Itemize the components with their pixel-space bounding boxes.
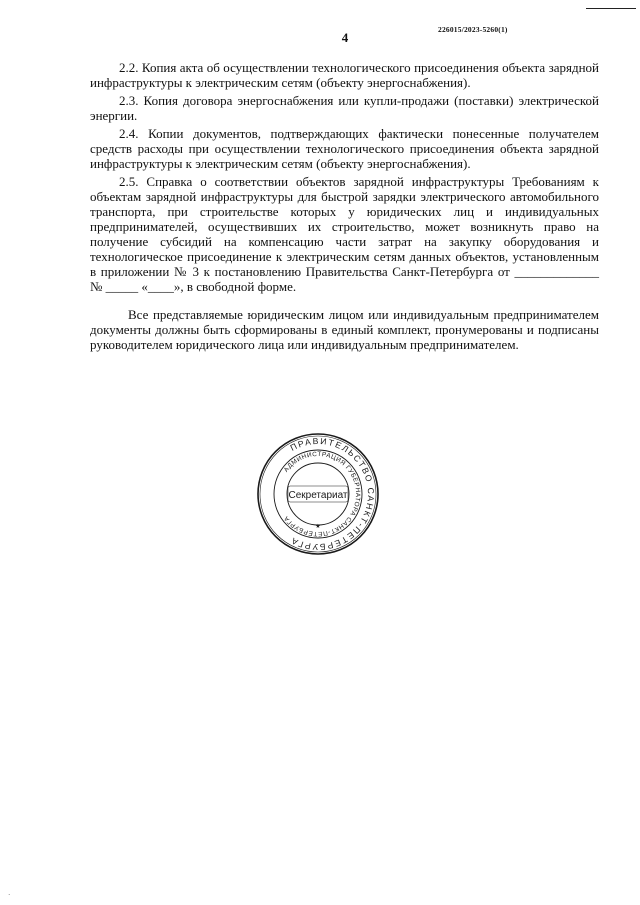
- document-body: [90, 60, 599, 358]
- paragraph-2-3: 2.3. Копия договора энергоснабжения или купли-продажи (поставки) электрической энергии.: [90, 93, 599, 123]
- stamp-star-icon: ★: [315, 523, 321, 530]
- stamp-inner-text: АДМИНИСТРАЦИЯ ГУБЕРНАТОРА САНКТ-ПЕТЕРБУРГА: [282, 450, 362, 538]
- stamp-center-text: Секретариат: [288, 490, 348, 501]
- corner-mark: [586, 8, 636, 9]
- paragraph-2-5: 2.5. Справка о соответствии объектов зарядной инфраструктуры Требованиям к объектам зарядной инфраструктуры для быстрой зарядки электрического автомобильного транспорта, при строительстве которых у юридических лиц и индивидуальных предпринимателей, осуществивших их строительство, может возникнуть право на получение субсидий на компенсацию части затрат на закупку оборудования и технологическое присоединение к электрическим сетям данных объектов, установленным в приложении № 3 к постановлению Правительства Санкт-Петербурга от _____________ № _____ «____», в свободной форме.: [90, 174, 599, 294]
- footer-mark: ·: [8, 891, 11, 899]
- paragraph-2-2: 2.2. Копия акта об осуществлении технологического присоединения объекта зарядной инфраструктуры к электрическим сетям (объекту энергоснабжения).: [90, 60, 599, 90]
- stamp-seal-graphic: [256, 432, 380, 556]
- stamp-outer-text: ПРАВИТЕЛЬСТВО САНКТ-ПЕТЕРБУРГА: [288, 435, 377, 553]
- official-stamp: [256, 432, 380, 556]
- document-number: 226015/2023-5260(1): [438, 25, 508, 34]
- closing-paragraph: Все представляемые юридическим лицом или индивидуальным предпринимателем документы должны быть сформированы в единый комплект, пронумерованы и подписаны руководителем юридического лица или индивидуальным предпринимателем.: [90, 307, 599, 352]
- paragraph-2-4: 2.4. Копии документов, подтверждающих фактически понесенные получателем средств расходы при осуществлении технологического присоединения объекта зарядной инфраструктуры к электрическим сетям (объекту энергоснабжения).: [90, 126, 599, 171]
- page-number: 4: [341, 30, 349, 45]
